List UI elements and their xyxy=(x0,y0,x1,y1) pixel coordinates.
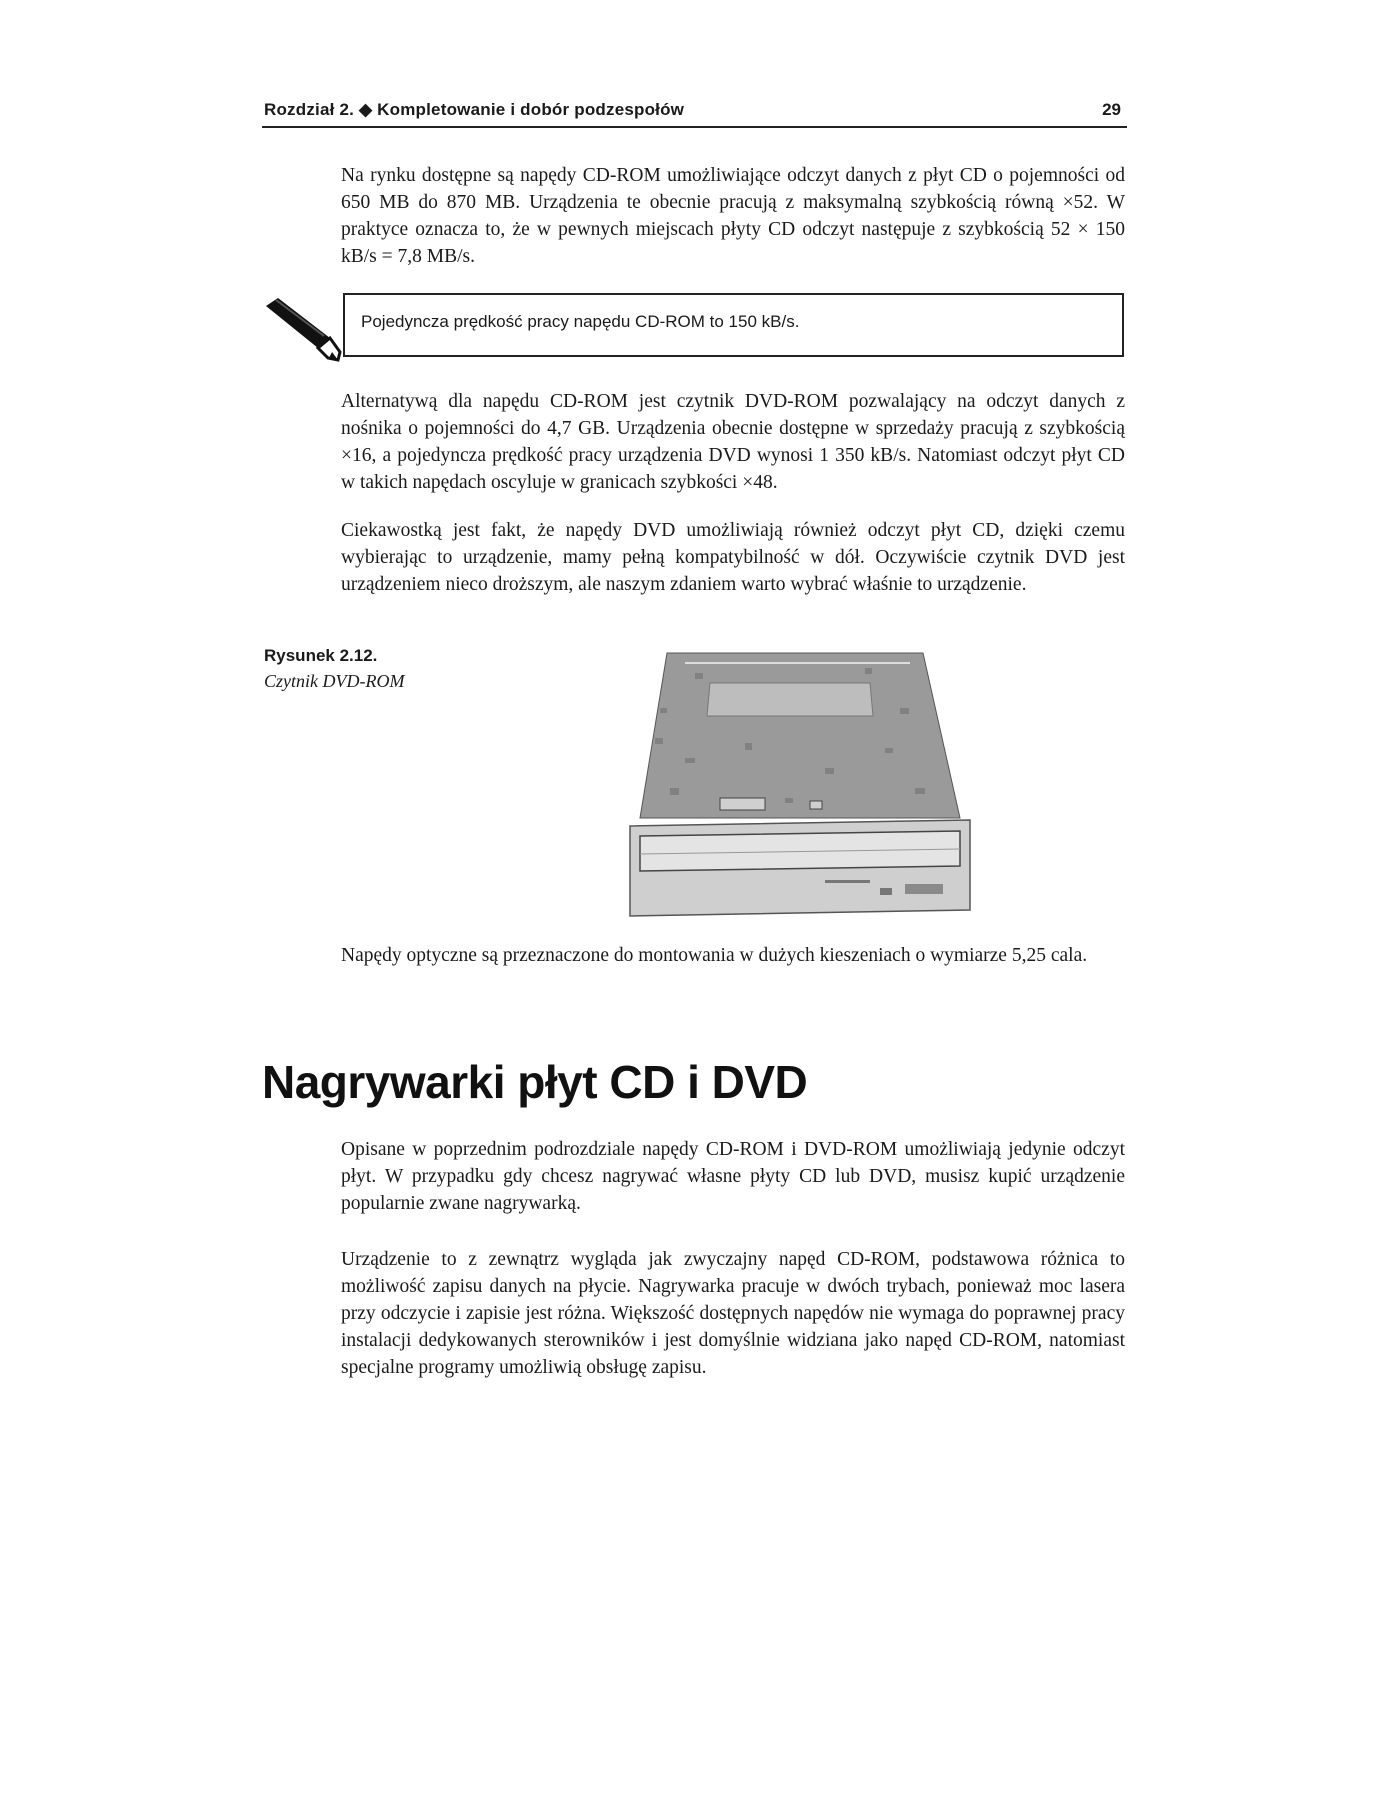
running-header xyxy=(262,98,1127,128)
chapter-title: Rozdział 2. ◆ Kompletowanie i dobór podzespołów xyxy=(264,100,685,119)
figure-caption: Czytnik DVD-ROM xyxy=(264,671,405,691)
paragraph-mounting: Napędy optyczne są przeznaczone do montowania w dużych kieszeniach o wymiarze 5,25 cala. xyxy=(341,945,1088,966)
page-number: 29 xyxy=(1102,100,1121,119)
note-text: Pojedyncza prędkość pracy napędu CD-ROM to 150 kB/s. xyxy=(361,312,800,331)
paragraph-cd-rom: Na rynku dostępne są napędy CD-ROM umożliwiające odczyt danych z płyt CD o pojemności od 650 MB do 870 MB. Urządzenia te obecnie pracują z maksymalną szybkością równą ×52. W praktyce oznacza to, że w pewnych miejscach płyty CD odczyt następuje z szybkością 52 × 150 kB/s = 7,8 MB/s. xyxy=(341,165,1125,267)
note-box xyxy=(343,293,1124,357)
paragraph-dvd-rom: Alternatywą dla napędu CD-ROM jest czytnik DVD-ROM pozwalający na odczyt danych z nośnika o pojemności do 4,7 GB. Urządzenia obecnie dostępne w sprzedaży pracują z szybkością ×16, a pojedyncza prędkość pracy urządzenia DVD wynosi 1 350 kB/s. Natomiast odczyt płyt CD w takich napędach oscyluje w granicach szybkości ×48. xyxy=(341,391,1125,493)
dvd-drive-image xyxy=(625,648,980,918)
figure-label: Rysunek 2.12. xyxy=(264,646,378,665)
paragraph-compatibility: Ciekawostką jest fakt, że napędy DVD umożliwiają również odczyt płyt CD, dzięki czemu wybierając to urządzenie, mamy pełną kompatybilność w dół. Oczywiście czytnik DVD jest urządzeniem nieco droższym, ale naszym zdaniem warto wybrać właśnie to urządzenie. xyxy=(341,520,1125,595)
pencil-icon xyxy=(262,296,352,364)
section-heading: Nagrywarki płyt CD i DVD xyxy=(262,1056,808,1108)
paragraph-recorders-details: Urządzenie to z zewnątrz wygląda jak zwyczajny napęd CD-ROM, podstawowa różnica to możliwość zapisu danych na płycie. Nagrywarka pracuje w dwóch trybach, ponieważ moc lasera przy odczycie i zapisie jest różna. Większość dostępnych napędów nie wymaga do poprawnej pracy instalacji dedykowanych sterowników i jest domyślnie widziana jako napęd CD-ROM, natomiast specjalne programy umożliwią obsługę zapisu. xyxy=(341,1249,1125,1378)
paragraph-recorders-intro: Opisane w poprzednim podrozdziale napędy CD-ROM i DVD-ROM umożliwiają jedynie odczyt płyt. W przypadku gdy chcesz nagrywać własne płyty CD lub DVD, musisz kupić urządzenie popularnie zwane nagrywarką. xyxy=(341,1139,1125,1214)
